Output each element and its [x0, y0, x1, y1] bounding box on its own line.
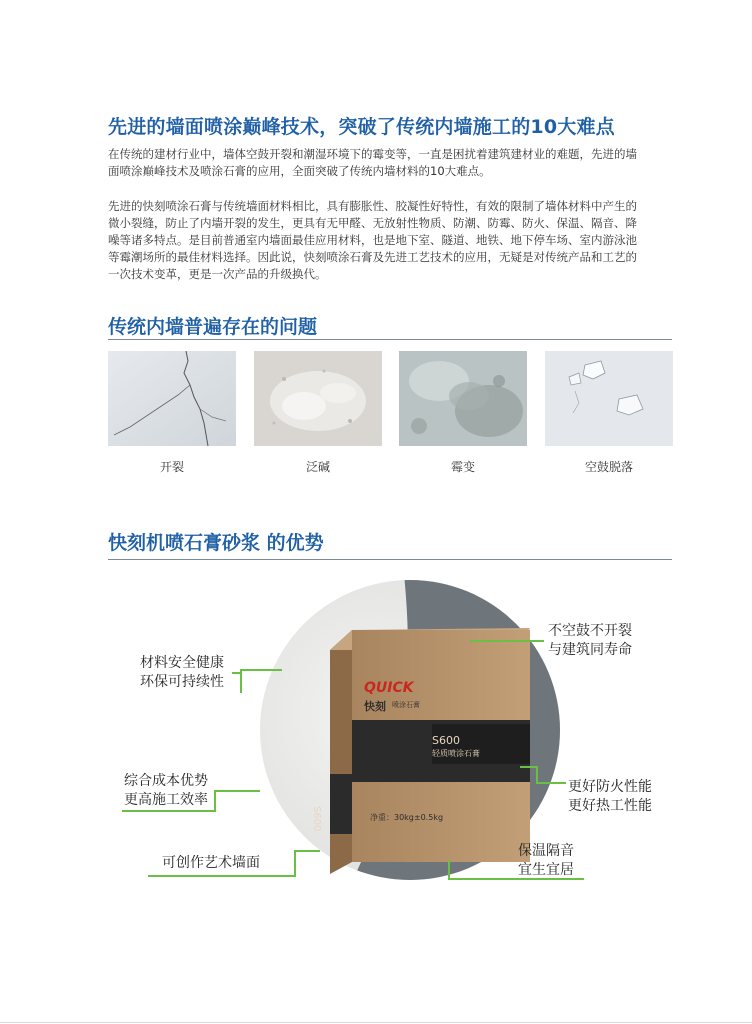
advantage-label-left: 综合成本优势 更高施工效率 — [124, 773, 208, 808]
connector-line — [214, 790, 216, 812]
advantage-label-left: 可创作艺术墙面 — [162, 855, 260, 871]
efflorescence-wall-photo — [254, 351, 382, 446]
bag-weight: 净重：30kg±0.5kg — [370, 813, 444, 822]
advantages-divider — [108, 559, 672, 560]
connector-line — [448, 860, 450, 880]
photo-caption: 泛碱 — [305, 460, 330, 474]
intro-paragraph-2: 先进的快刻喷涂石膏与传统墙面材料相比，具有膨胀性、胶凝性好特性，有效的限制了墙体材料中产生的微小裂缝，防止了内墙开裂的发生，更具有无甲醛、无放射性物质、防潮、防霉、防火、保温、隔音、降噪等诸多特点。是目前普通室内墙面最佳应用材料，也是地下室、隧道、地铁、地下停车场、室内游泳池等霉潮场所的最佳材料选择。因此说，快刻喷涂石膏及先进工艺技术的应用，无疑是对传统产品和工艺的一次技术变革，更是一次产品的升级换代。 — [108, 199, 637, 281]
advantage-label-right: 更好防火性能 更好热工性能 — [568, 779, 652, 814]
connector-line — [536, 782, 566, 784]
bag-brand: QUICK — [364, 680, 414, 696]
photo-caption: 空鼓脱落 — [584, 460, 633, 474]
connector-line — [148, 875, 294, 877]
connector-line — [240, 669, 242, 693]
connector-line — [294, 850, 296, 877]
problems-divider — [108, 339, 672, 340]
connector-line — [520, 766, 538, 768]
bag-side-model: S600 — [311, 806, 322, 832]
connector-line — [232, 672, 240, 674]
page-headline: 先进的墙面喷涂巅峰技术，突破了传统内墙施工的10大难点 — [108, 116, 615, 138]
connector-line — [122, 810, 214, 812]
advantage-label-right: 不空鼓不开裂 与建筑同寿命 — [548, 623, 632, 658]
product-illustration — [254, 574, 566, 886]
advantage-label-right: 保温隔音 宜生宜居 — [518, 843, 574, 878]
photo-caption: 开裂 — [159, 460, 184, 474]
bag-model-desc: 轻质喷涂石膏 — [432, 749, 480, 758]
connector-line — [470, 640, 544, 642]
bag-brand-cn: 快刻 — [364, 700, 386, 713]
crack-wall-photo — [108, 351, 236, 446]
peeling-wall-photo — [545, 351, 673, 446]
mold-wall-photo — [399, 351, 527, 446]
advantage-label-left: 材料安全健康 环保可持续性 — [140, 655, 224, 690]
bag-model: S600 — [432, 734, 460, 747]
problems-section-title: 传统内墙普遍存在的问题 — [108, 316, 318, 338]
bag-brand-sub: 喷涂石膏 — [392, 701, 420, 709]
intro-paragraph-1: 在传统的建材行业中，墙体空鼓开裂和潮湿环境下的霉变等，一直是困扰着建筑建材业的难题，先进的墙面喷涂巅峰技术及喷涂石膏的应用，全面突破了传统内墙材料的10大难点。 — [108, 147, 637, 178]
advantages-section-title: 快刻机喷石膏砂浆 的优势 — [108, 532, 324, 554]
connector-line — [240, 669, 282, 671]
connector-line — [448, 878, 584, 880]
photo-caption: 霉变 — [450, 460, 475, 474]
connector-line — [214, 790, 260, 792]
page-bottom-border — [0, 1022, 752, 1023]
connector-line — [294, 850, 320, 852]
